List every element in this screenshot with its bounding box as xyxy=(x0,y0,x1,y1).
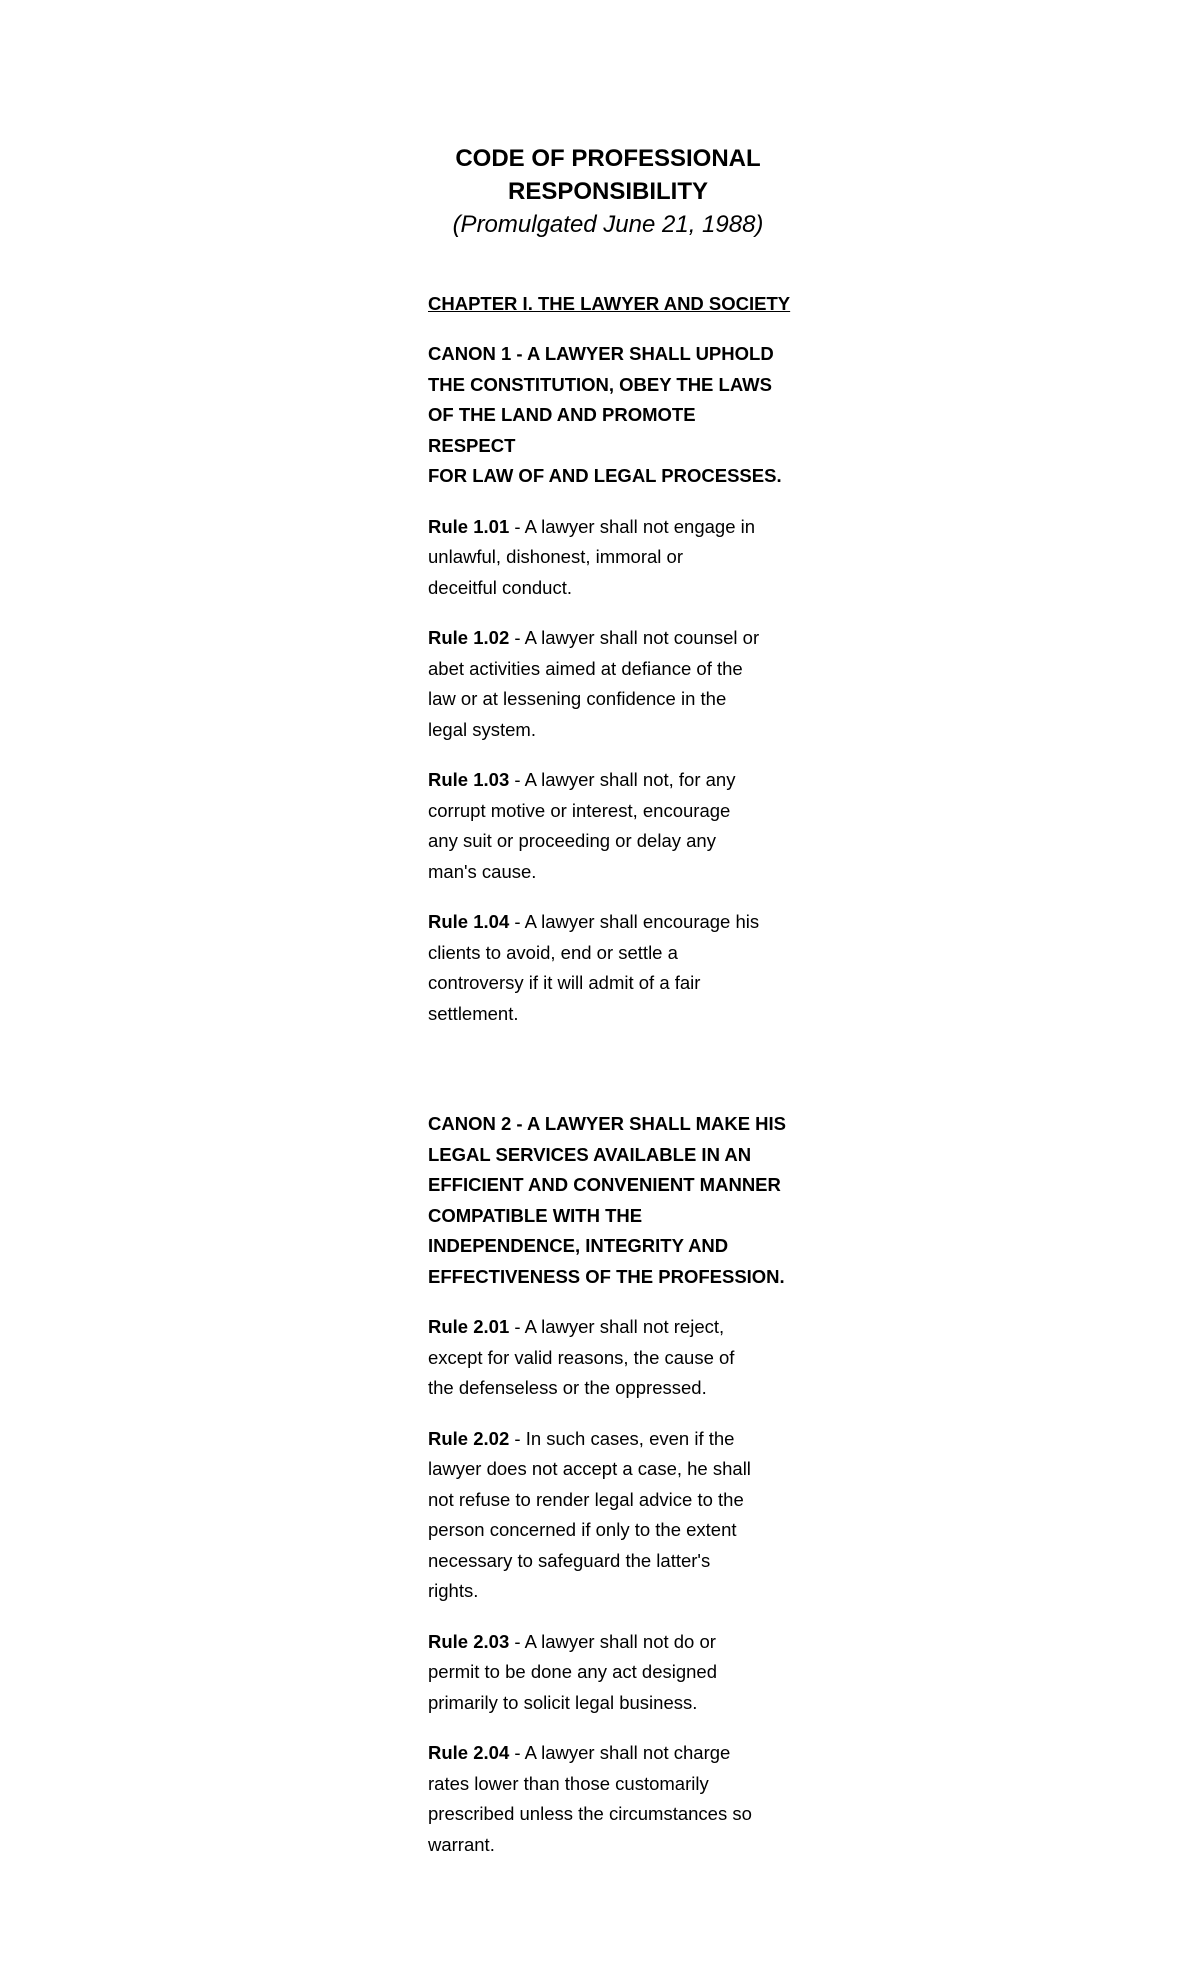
text-column xyxy=(428,142,791,1880)
rule-text: - A lawyer shall not do or permit to be done any act designed primarily to solicit legal business. xyxy=(428,1630,717,1713)
canon-2-heading: CANON 2 - A LAWYER SHALL MAKE HIS LEGAL SERVICES AVAILABLE IN AN EFFICIENT AND CONVENIENT MANNER COMPATIBLE WITH THE INDEPENDENCE, INTEGRITY AND EFFECTIVENESS OF THE PROFESSION. xyxy=(428,1113,787,1287)
rule-1-04 xyxy=(428,907,788,1029)
canon-2-section xyxy=(428,1109,788,1860)
title-block xyxy=(428,142,788,241)
rule-1-01 xyxy=(428,512,788,604)
rule-text: - In such cases, even if the lawyer does not accept a case, he shall not refuse to render legal advice to the person concerned if only to the extent necessary to safeguard the latter's rights. xyxy=(428,1427,751,1601)
rule-text: - A lawyer shall not counsel or abet activities aimed at defiance of the law or at lessening confidence in the legal system. xyxy=(428,627,760,740)
rule-2-04 xyxy=(428,1738,788,1860)
rule-number: Rule 2.01 xyxy=(428,1316,510,1337)
rule-2-03 xyxy=(428,1627,788,1719)
rule-number: Rule 2.03 xyxy=(428,1630,510,1652)
rule-text: - A lawyer shall not charge rates lower than those customarily prescribed unless the circumstances so warrant. xyxy=(428,1742,752,1855)
rule-number: Rule 1.03 xyxy=(428,769,510,790)
rule-number: Rule 2.02 xyxy=(428,1427,510,1449)
rule-number: Rule 2.04 xyxy=(428,1742,510,1763)
canon-1-heading: CANON 1 - A LAWYER SHALL UPHOLD THE CONSTITUTION, OBEY THE LAWS OF THE LAND AND PROMOTE RESPECT FOR LAW OF AND LEGAL PROCESSES. xyxy=(428,343,782,486)
rule-text: - A lawyer shall encourage his clients to avoid, end or settle a controversy if it will admit of a fair settlement. xyxy=(428,911,760,1024)
rule-text: - A lawyer shall not reject, except for valid reasons, the cause of the defenseless or the oppressed. xyxy=(428,1316,735,1398)
rule-number: Rule 1.01 xyxy=(428,515,510,537)
canon-1-section xyxy=(428,339,788,1029)
rule-text: - A lawyer shall not, for any corrupt motive or interest, encourage any suit or proceeding or delay any man's cause. xyxy=(428,769,736,882)
chapter-heading: CHAPTER I. THE LAWYER AND SOCIETY xyxy=(428,293,791,314)
document-title-line-1: CODE OF PROFESSIONAL xyxy=(455,145,761,172)
rule-text: - A lawyer shall not engage in unlawful, dishonest, immoral or deceitful conduct. xyxy=(428,515,756,598)
document-subtitle: (Promulgated June 21, 1988) xyxy=(452,211,764,238)
rule-2-02 xyxy=(428,1424,788,1607)
rule-1-02 xyxy=(428,623,788,745)
document-title-line-2: RESPONSIBILITY xyxy=(507,178,709,205)
rule-1-03 xyxy=(428,765,788,887)
rule-number: Rule 1.04 xyxy=(428,911,510,932)
section-spacer xyxy=(428,1049,788,1109)
rule-number: Rule 1.02 xyxy=(428,627,510,648)
rule-2-01 xyxy=(428,1312,788,1404)
